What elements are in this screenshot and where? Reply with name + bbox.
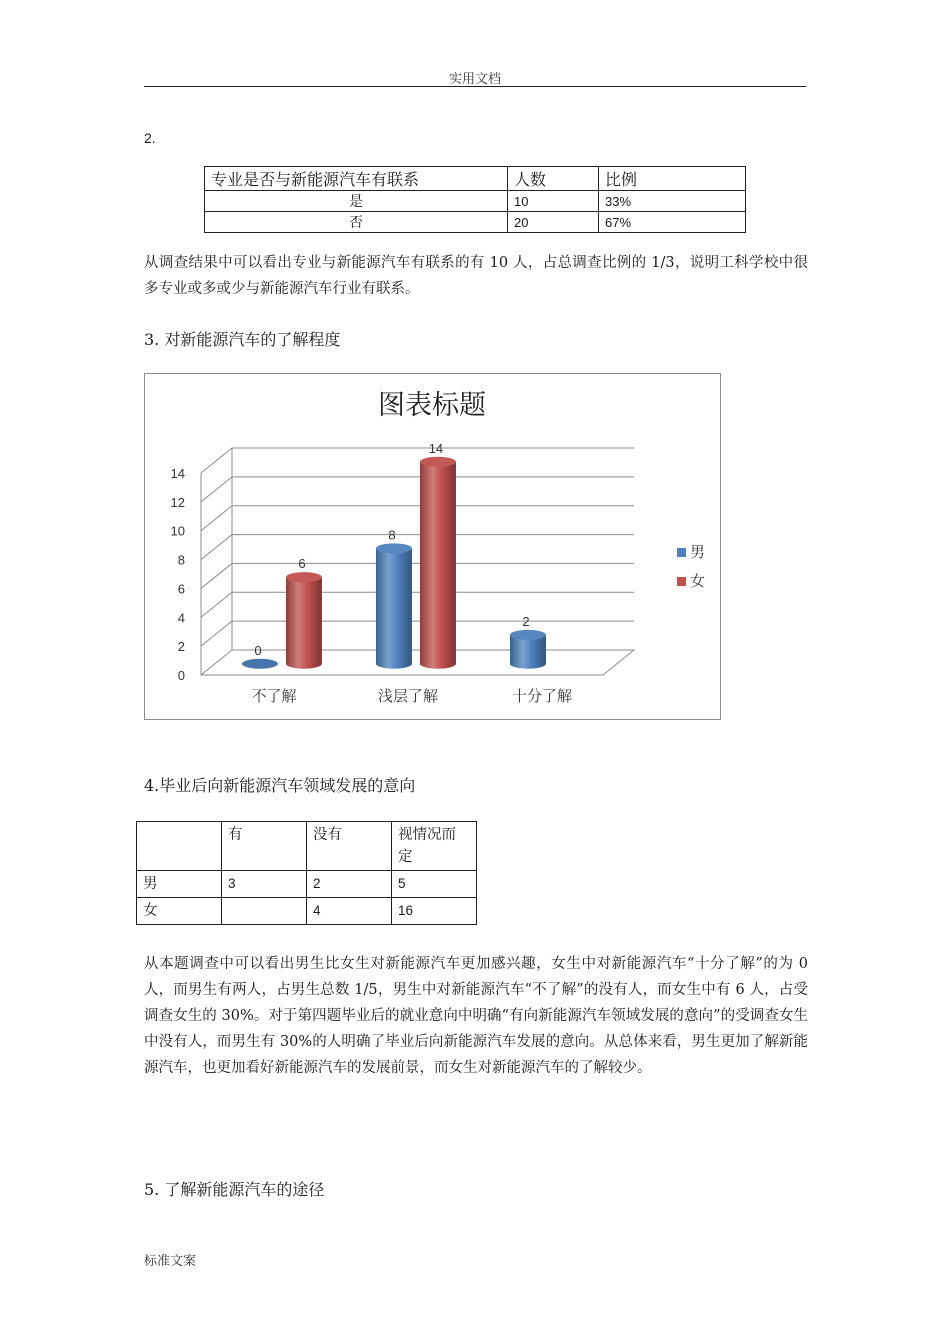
bar-top xyxy=(376,543,412,553)
legend-label: 女 xyxy=(690,572,706,590)
chart-frame xyxy=(144,373,721,720)
awareness-chart xyxy=(145,374,720,719)
table-header-cell: 人数 xyxy=(508,167,599,191)
table-cell: 3 xyxy=(222,871,307,898)
y-tick-label: 8 xyxy=(177,552,185,568)
table-header-row xyxy=(137,822,477,871)
y-tick-label: 14 xyxy=(170,466,185,481)
y-tick-label: 6 xyxy=(177,581,185,597)
bar-body xyxy=(286,577,322,669)
y-tick-label: 10 xyxy=(170,523,185,539)
table-header-cell: 没有 xyxy=(307,822,392,871)
data-label: 6 xyxy=(298,556,306,572)
bar-top xyxy=(510,630,546,640)
table-header-cell: 专业是否与新能源汽车有联系 xyxy=(205,167,508,191)
bar-body xyxy=(376,548,412,668)
y-tick-label: 4 xyxy=(177,610,185,626)
table-header-row xyxy=(205,167,746,191)
section-4-paragraph: 从本题调查中可以看出男生比女生对新能源汽车更加感兴趣，女生中对新能源汽车“十分了解”的为 0 人，而男生有两人，占男生总数 1/5，男生中对新能源汽车“不了解”的没有人，而女生中有 6 人，占受调查女生的 30%。对于第四题毕业后的就业意向中明确“有向新能源汽车领域发展的意向”的受调查女生中没有人，而男生有 30%的人明确了毕业后向新能源汽车发展的意向。从总体来看，男生更加了解新能源汽车，也更加看好新能源汽车的发展前景，而女生对新能源汽车的了解较少。 xyxy=(144,956,808,1076)
table-row xyxy=(137,898,477,925)
table-header-cell: 有 xyxy=(222,822,307,871)
legend-label: 男 xyxy=(690,543,706,561)
x-tick-label: 不了解 xyxy=(251,687,297,705)
bar-top xyxy=(242,659,278,669)
data-label: 0 xyxy=(254,642,262,658)
gridline xyxy=(201,563,634,588)
x-tick-label: 浅层了解 xyxy=(377,687,439,705)
bar-top xyxy=(286,572,322,582)
gridline xyxy=(201,621,634,646)
legend-swatch xyxy=(677,577,686,586)
table-cell: 33% xyxy=(599,191,746,212)
x-tick-label: 十分了解 xyxy=(511,687,573,705)
chart-title: 图表标题 xyxy=(378,390,486,421)
table-row xyxy=(137,871,477,898)
gridline xyxy=(201,448,634,473)
table-row xyxy=(205,212,746,233)
page-header: 实用文档 xyxy=(448,72,501,87)
section-3-heading: 3. 对新能源汽车的了解程度 xyxy=(144,330,341,349)
table-cell: 16 xyxy=(392,898,477,925)
table-cell: 否 xyxy=(205,212,508,233)
section-4-heading: 4.毕业后向新能源汽车领域发展的意向 xyxy=(144,776,416,795)
page-footer: 标准文案 xyxy=(144,1254,197,1269)
table-cell: 5 xyxy=(392,871,477,898)
bar-body xyxy=(420,462,456,669)
gridline xyxy=(201,535,634,560)
table-cell xyxy=(222,898,307,925)
header-rule xyxy=(144,86,806,87)
data-label: 14 xyxy=(428,440,444,456)
gridline xyxy=(201,506,634,531)
table-cell: 女 xyxy=(137,898,222,925)
y-tick-label: 12 xyxy=(170,494,185,510)
table-cell: 2 xyxy=(307,871,392,898)
table-cell: 67% xyxy=(599,212,746,233)
section-2-number: 2. xyxy=(144,130,156,146)
table-cell: 10 xyxy=(508,191,599,212)
bar-body xyxy=(510,635,546,669)
data-label: 8 xyxy=(388,527,396,543)
bar-top xyxy=(420,457,456,467)
gridline xyxy=(201,592,634,617)
table-cell: 20 xyxy=(508,212,599,233)
career-intention-table xyxy=(136,821,477,925)
table-header-cell: 视情况而定 xyxy=(392,822,477,871)
table-header-cell: 比例 xyxy=(599,167,746,191)
gridline xyxy=(201,477,634,502)
y-tick-label: 0 xyxy=(177,668,185,683)
legend-swatch xyxy=(677,548,686,557)
table-cell: 男 xyxy=(137,871,222,898)
y-tick-label: 2 xyxy=(177,639,185,655)
table-cell: 是 xyxy=(205,191,508,212)
table-row xyxy=(205,191,746,212)
major-relation-table xyxy=(204,166,746,233)
section-5-heading: 5. 了解新能源汽车的途径 xyxy=(144,1180,325,1199)
table-cell: 4 xyxy=(307,898,392,925)
section-2-paragraph: 从调查结果中可以看出专业与新能源汽车有联系的有 10 人，占总调查比例的 1/3，说明工科学校中很多专业或多或少与新能源汽车行业有联系。 xyxy=(144,255,808,297)
data-label: 2 xyxy=(522,613,530,629)
table-header-cell xyxy=(137,822,222,871)
